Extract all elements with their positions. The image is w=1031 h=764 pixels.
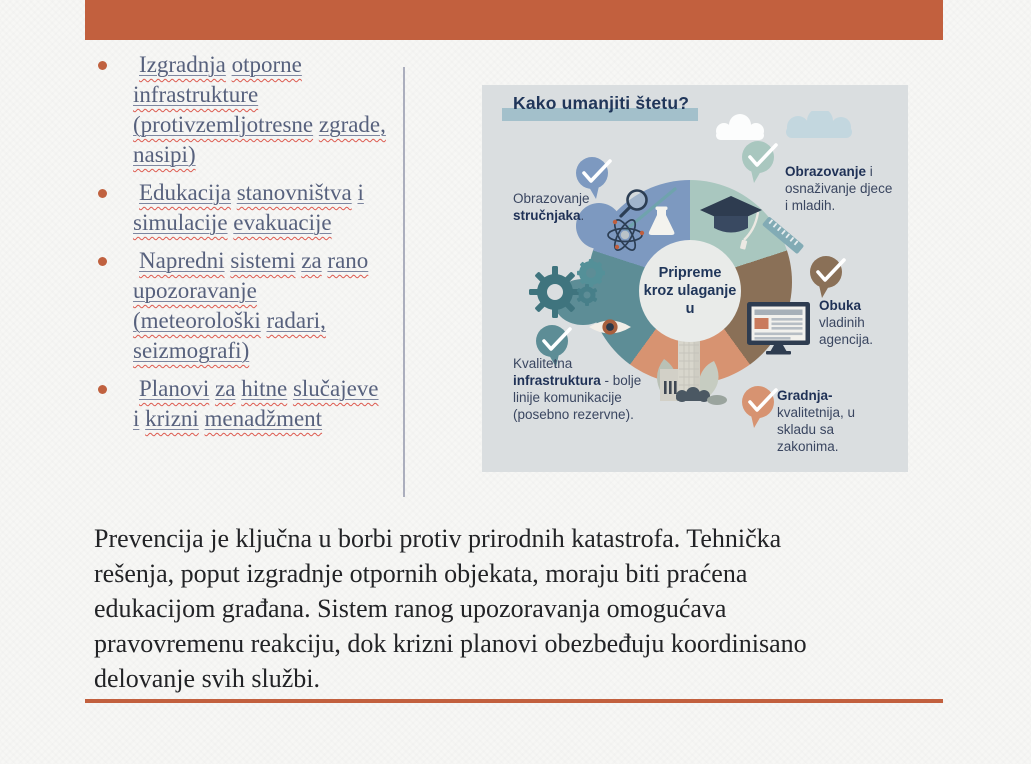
content-divider bbox=[403, 67, 405, 497]
bullet-marker bbox=[98, 61, 107, 70]
infographic-title: Kako umanjiti štetu? bbox=[513, 93, 690, 113]
bullet-item bbox=[94, 178, 390, 238]
graduation-cap-icon bbox=[700, 196, 762, 250]
bullet-text: Edukacija stanovništva i simulacije evakuacije bbox=[133, 180, 364, 235]
segment-label-construction: Gradnja- kvalitetnija, u skladu sa zakonima. bbox=[777, 388, 856, 454]
infographic-panel bbox=[482, 85, 908, 472]
bullet-list bbox=[94, 50, 390, 442]
bullet-text: Napredni sistemi za rano upozoravanje (meteorološki radari, seizmografi) bbox=[133, 248, 369, 363]
bullet-item bbox=[94, 246, 390, 366]
bullet-marker bbox=[98, 257, 107, 266]
donut-center bbox=[639, 240, 741, 342]
check-bubble-icon bbox=[739, 138, 783, 186]
bullet-marker bbox=[98, 385, 107, 394]
check-bubble-icon bbox=[807, 253, 851, 301]
clouds-icon bbox=[710, 111, 865, 143]
summary-paragraph: Prevencija je ključna u borbi protiv prirodnih katastrofa. Tehnička rešenja, poput izgradnje otpornih objekata, moraju biti praćena edukacijom građana. Sistem ranog upozoravanja omogućava pravovremenu reakciju, dok krizni planovi obezbeđuju koordinisano delovanje svih službi. bbox=[94, 524, 807, 693]
bullet-text: Planovi za hitne slučajeve i krizni menadžment bbox=[133, 376, 379, 431]
bullet-text: Izgradnja otporne infrastrukture (protivzemljotresne zgrade, nasipi) bbox=[133, 52, 386, 167]
bullet-item bbox=[94, 50, 390, 170]
segment-label-agencies: Obuka vladinih agencija. bbox=[819, 298, 874, 347]
flask-icon bbox=[649, 207, 675, 236]
monitor-icon bbox=[746, 301, 816, 355]
eye-icon bbox=[586, 313, 634, 341]
accent-rule-bottom bbox=[85, 699, 943, 703]
segment-label-youth: Obrazovanje i osnaživanje djece i mladih. bbox=[785, 164, 893, 213]
gears-icon bbox=[527, 257, 619, 321]
segment-label-infrastructure: Kvalitetna infrastruktura - bolje linije komunikacije (posebno rezervne). bbox=[513, 356, 642, 422]
ruler-icon bbox=[762, 216, 804, 254]
segment-label-experts: Obrazovanje stručnjaka. bbox=[513, 191, 590, 223]
bullet-item bbox=[94, 374, 390, 434]
building-icon bbox=[648, 333, 730, 423]
bullet-marker bbox=[98, 189, 107, 198]
accent-bar-top bbox=[85, 0, 943, 40]
donut-center-label: Pripreme kroz ulaganje u bbox=[643, 265, 737, 317]
